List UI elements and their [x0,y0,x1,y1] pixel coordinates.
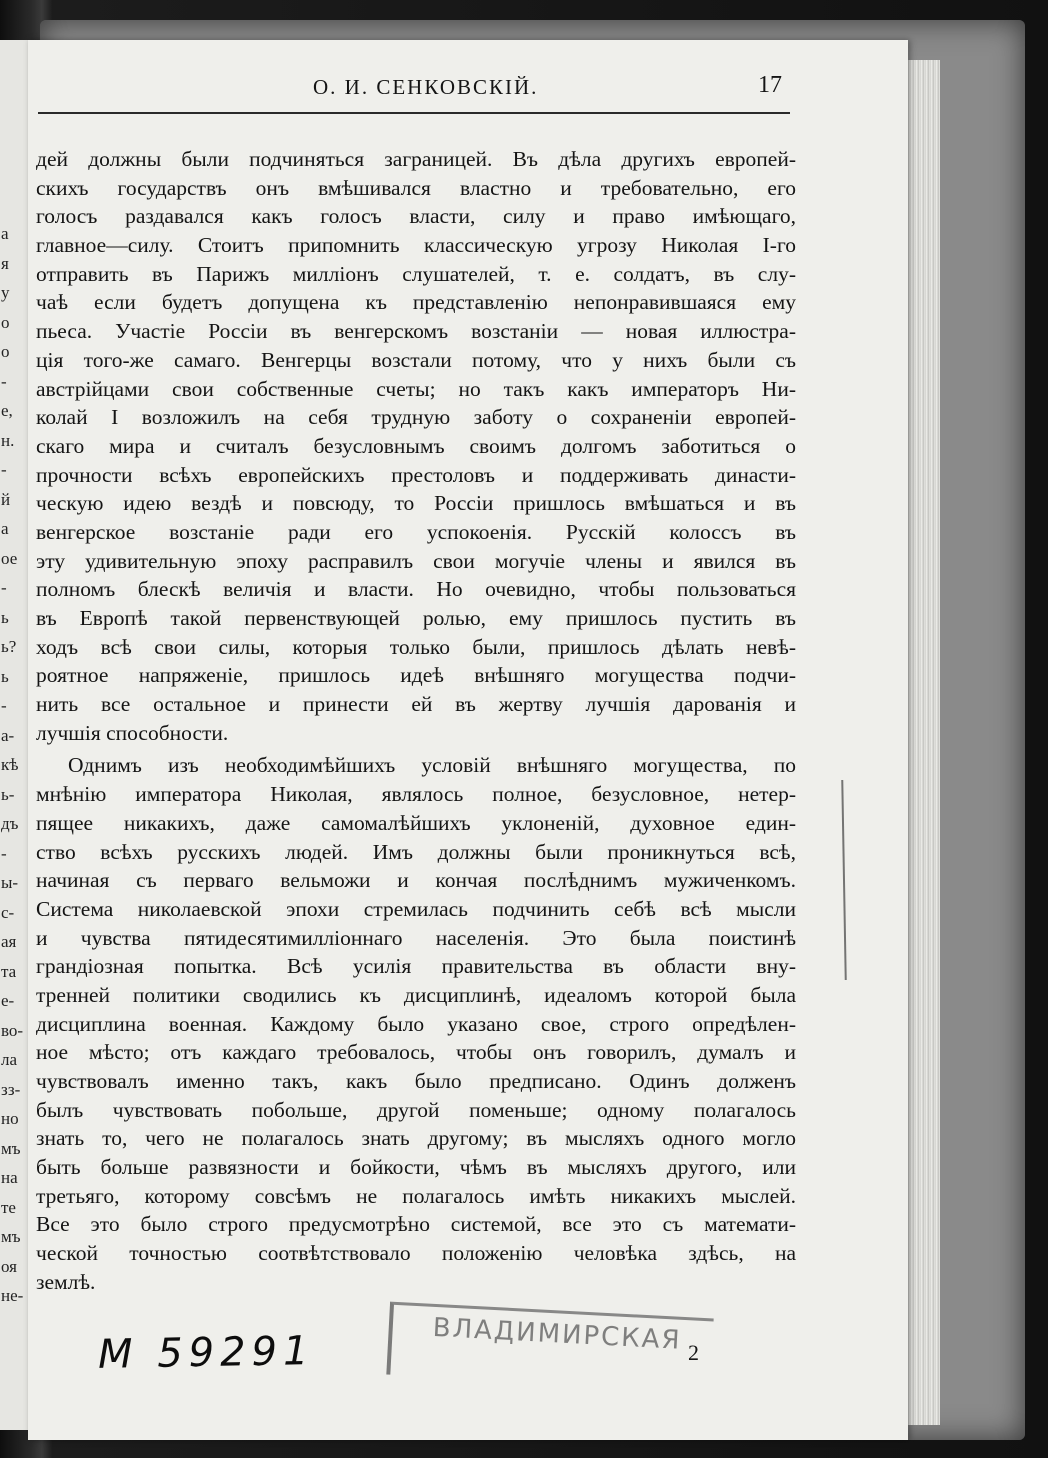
text-line: скаго мира и считалъ безусловнымъ своимъ долгомъ заботиться о [36,433,796,458]
previous-page-fragment: кѣ [1,755,19,774]
text-line: лучшія способности. [36,720,229,745]
text-line: Однимъ изъ необходимѣйшихъ условій внѣшняго могущества, по [68,753,796,778]
text-line: мнѣнію императора Николая, являлось полное, безусловное, нетер- [36,782,796,807]
previous-page-fragment: ла [1,1050,18,1069]
previous-page-fragment: - [1,843,7,863]
previous-page-fragment: - [1,371,7,391]
text-line: третьяго, которому совсѣмъ не полагалось имѣть никакихъ мыслей. [36,1183,796,1208]
text-line: ходъ всѣ свои силы, которыя только были, пришлось дѣлать невѣ- [36,634,796,659]
text-line: ческую идею вездѣ и повсюду, то Россіи пришлось вмѣшаться и въ [36,491,796,516]
previous-page-fragment: н. [1,430,15,450]
previous-page-fragment: о [1,312,10,332]
previous-page-fragment: а- [1,725,15,745]
previous-page-fragment: - [1,460,7,479]
previous-page-fragment: ь? [1,637,17,656]
text-line: роятное напряженіе, пришлось идеѣ внѣшняго могущества подчи- [36,663,796,688]
previous-page-fragment: ь [1,607,9,627]
text-line: нить все остальное и принести ей въ жертву лучшія дарованія и [36,692,796,717]
pencil-margin-mark [841,780,846,980]
previous-page-fragment: й [1,489,11,509]
text-line: чувствовалъ именно такъ, какъ было предписано. Одинъ долженъ [36,1069,796,1093]
previous-page-edge [0,40,28,1430]
text-line: чаѣ если будетъ допущена къ представленію непонравившаяся ему [36,290,796,315]
text-line: быть больше развязности и бойкости, чѣмъ въ мысляхъ другого, или [36,1155,796,1180]
previous-page-fragment: дъ [1,814,19,833]
previous-page-fragment: ое [1,548,18,568]
page-header [28,72,828,111]
book-page [28,40,908,1440]
text-line: пьеса. Участіе Россіи въ венгерскомъ возстаніи — новая иллюстра- [36,319,796,344]
text-line: тренней политики сводились къ дисциплинѣ, идеаломъ которой была [36,982,796,1007]
signature-mark: 2 [688,1340,699,1365]
text-line: землѣ. [36,1269,96,1294]
text-line: ное мѣсто; отъ каждаго требовалось, чтобы онъ говорилъ, думалъ и [36,1040,796,1065]
previous-page-fragment: ь- [1,784,15,804]
library-stamp-text: ВЛАДИМИРСКАЯ [432,1312,683,1356]
text-line: знать то, чего не полагалось знать другому; въ мысляхъ одного могло [36,1126,796,1151]
text-line: ство всѣхъ русскихъ людей. Имъ должны были проникнуться всѣ, [36,839,796,864]
previous-page-fragment: ая [1,932,17,951]
previous-page-fragment: а [1,224,9,243]
previous-page-fragment: ь [1,666,9,686]
text-line: австрійцами свои собственные счеты; но такъ какъ императоръ Ни- [36,376,796,401]
previous-page-fragment: во- [1,1020,24,1040]
text-line: Все это было строго предусмотрѣно системой, все это съ математи- [36,1212,796,1237]
previous-page-fragment: зз- [1,1079,21,1099]
text-line: отправить въ Парижъ милліонъ слушателей, т. е. солдатъ, въ слу- [36,261,796,286]
previous-page-fragment: мъ [1,1138,21,1158]
library-stamp [386,1302,713,1392]
paragraph [36,751,796,1296]
header-rule [38,112,790,114]
previous-page-fragment: у [1,283,10,302]
text-line: пящее никакихъ, даже самомалѣйшихъ уклоненій, духовное един- [36,810,796,835]
previous-page-fragment: но [1,1109,19,1128]
text-line: эту удивительную эпоху расправилъ свои могучіе члены и явился въ [36,548,796,573]
previous-page-fragment: е, [1,401,13,420]
previous-page-fragment: мъ [1,1227,21,1246]
text-line: колай І возложилъ на себя трудную заботу о сохраненіи европей- [36,405,796,430]
text-line: былъ чувствовать побольше, другой поменьше; одному полагалось [36,1097,796,1122]
running-head: О. И. СЕНКОВСКІЙ. [313,75,539,99]
previous-page-fragment: е- [1,991,15,1010]
text-line: начиная съ перваго вельможи и кончая послѣднимъ мужиченкомъ. [36,868,796,893]
previous-page-fragment: на [1,1168,18,1187]
page-number: 17 [758,72,782,98]
previous-page-fragment: я [1,253,9,273]
previous-page-fragment: - [1,578,7,597]
previous-page-fragment: та [1,961,17,981]
previous-page-fragment: - [1,696,7,715]
previous-page-fragment: а [1,519,9,538]
text-line: ція того-же самаго. Венгерцы возстали потому, что у нихъ были съ [36,347,796,372]
text-line: прочности всѣхъ европейскихъ престоловъ и поддерживать династи- [36,462,796,487]
text-line: ческой точностью соотвѣтствовало положенію человѣка здѣсь, на [36,1241,796,1266]
text-line: дисциплина военная. Каждому было указано свое, строго опредѣлен- [36,1011,796,1036]
text-line: въ Европѣ такой первенствующей ролью, ему пришлось пустить въ [36,606,796,630]
text-line: скихъ государствъ онъ вмѣшивался властно и требовательно, его [36,175,796,200]
previous-page-fragment: не- [1,1286,24,1305]
previous-page-fragment: оя [1,1256,17,1276]
previous-page-fragment: о [1,342,10,361]
text-line: главное—силу. Стоитъ припомнить классическую угрозу Николая І-го [36,233,796,258]
text-line: грандіозная попытка. Всѣ усилія правительства въ области вну- [36,954,796,979]
text-line: дей должны были подчиняться заграницей. Въ дѣла другихъ европей- [36,147,796,171]
body-text [36,145,796,1297]
previous-page-fragment: те [1,1197,16,1217]
text-line: венгерское возстаніе ради его успокоенія. Русскій колоссъ въ [36,519,796,544]
previous-page-fragment: с- [1,902,15,922]
inventory-stamp: М 59291 [97,1328,315,1378]
text-line: голосъ раздавался какъ голосъ власти, силу и право имѣющаго, [36,204,796,229]
text-line: и чувства пятидесятимилліоннаго населенія. Это была поистинѣ [36,925,796,950]
previous-page-fragment: ы- [1,873,19,892]
text-line: полномъ блескѣ величія и власти. Но очевидно, чтобы пользоваться [36,577,796,602]
paragraph [36,145,796,747]
text-line: Система николаевской эпохи стремилась подчинить себѣ всѣ мысли [36,896,796,921]
